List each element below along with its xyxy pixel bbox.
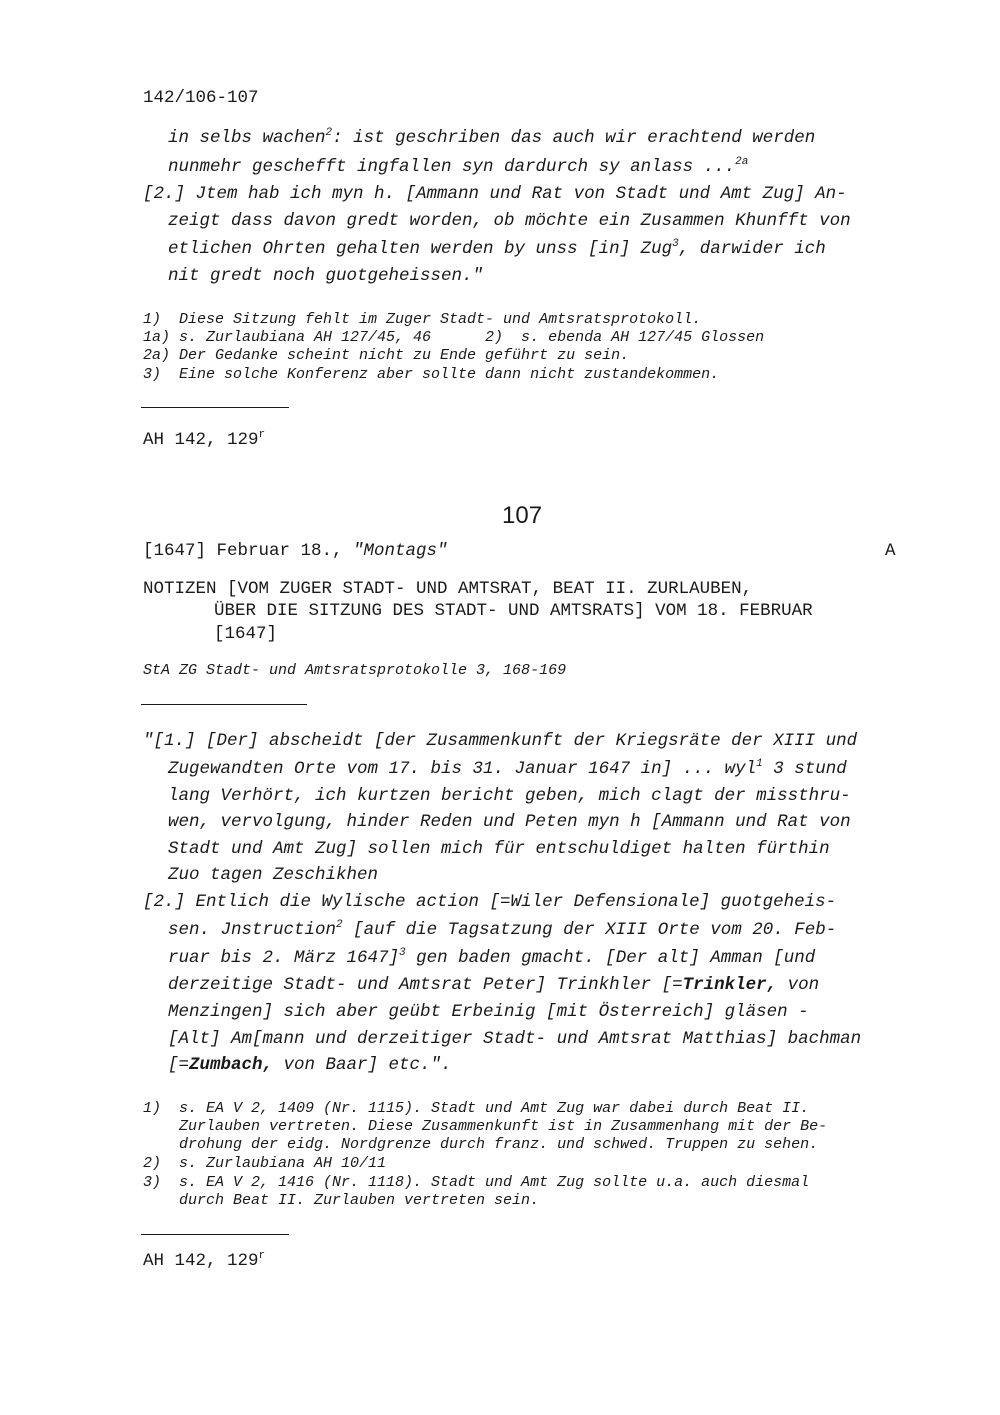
text-line: sen. Jnstruction$^2$ [auf die Tagsatzung der XIII Orte vom 20. Feb- (168, 919, 837, 940)
footnote-marker: 2a (735, 156, 749, 168)
text-line: nit gredt noch guotgeheissen." (168, 266, 484, 286)
text-line: nunmehr geschefft ingfallen syn dardurch sy anlass ...$^{2a}$ (168, 156, 749, 177)
text-line: lang Verhört, ich kurtzen bericht geben, mich clagt der missthru- (168, 786, 851, 806)
footnote: 2a) Der Gedanke scheint nicht zu Ende geführt zu sein. (143, 347, 630, 364)
footnote-marker: 2 (336, 919, 343, 931)
page-reference: 142/106-107 (143, 88, 259, 108)
footnote-marker: 1 (756, 758, 763, 770)
text-line: "[1.] [Der] abscheidt [der Zusammenkunft der Kriegsräte der XIII und (143, 731, 858, 751)
emphasized-name: Zumbach, (189, 1055, 274, 1075)
text-line: [2.] Entlich die Wylische action [=Wiler Defensionale] guotgeheis- (143, 892, 837, 912)
footnote: 1) Diese Sitzung fehlt im Zuger Stadt- und Amtsratsprotokoll. (143, 311, 702, 328)
footnote: 1) s. EA V 2, 1409 (Nr. 1115). Stadt und Amt Zug war dabei durch Beat II. (143, 1100, 810, 1117)
footnote-marker: 2 (325, 127, 333, 139)
document-type-marker: A (885, 541, 896, 561)
source-reference: StA ZG Stadt- und Amtsratsprotokolle 3, 168-169 (143, 662, 567, 679)
footnote: 3) Eine solche Konferenz aber sollte dann nicht zustandekommen. (143, 366, 720, 383)
footnote: 3) s. EA V 2, 1416 (Nr. 1118). Stadt und Amt Zug sollte u.a. auch diesmal (143, 1174, 810, 1191)
document-date: [1647] Februar 18., "Montags" (143, 541, 448, 561)
footnote: durch Beat II. Zurlauben vertreten sein. (143, 1192, 540, 1209)
document-number: 107 (502, 502, 543, 529)
text-line: derzeitige Stadt- und Amtsrat Peter] Trinkhler [=Trinkler, von (168, 975, 820, 995)
footnote-marker: 3 (672, 238, 679, 250)
text-line: in selbs wachen$^2$: ist geschriben das auch wir erachtend werden (168, 127, 816, 148)
text-line: Zugewandten Orte vom 17. bis 31. Januar 1647 in] ... wyl$^1$ 3 stund (168, 758, 847, 779)
archive-reference: AH 142, 129$^r$ (143, 1250, 266, 1271)
footnote: 1a) s. Zurlaubiana AH 127/45, 46 2) s. ebenda AH 127/45 Glossen (143, 329, 765, 346)
divider (141, 407, 289, 408)
footnote: Zurlauben vertreten. Diese Zusammenkunft ist in Zusammenhang mit der Be- (143, 1118, 828, 1135)
title-line: NOTIZEN [VOM ZUGER STADT- UND AMTSRAT, BEAT II. ZURLAUBEN, (143, 579, 753, 599)
text-line: wen, vervolgung, hinder Reden und Peten myn h [Ammann und Rat von (168, 812, 851, 832)
emphasized-name: Trinkler, (682, 975, 778, 995)
divider (141, 704, 307, 705)
text-line: Stadt und Amt Zug] sollen mich für entschuldiget halten fürthin (168, 839, 830, 859)
archive-reference: AH 142, 129$^r$ (143, 429, 266, 450)
footnote-marker: 3 (399, 947, 406, 959)
text-line: Zuo tagen Zeschikhen (168, 865, 379, 885)
text-line: ruar bis 2. März 1647]$^3$ gen baden gmacht. [Der alt] Amman [und (168, 947, 816, 968)
text-line: zeigt dass davon gredt worden, ob möchte ein Zusammen Khunfft von (168, 211, 851, 231)
footnote: drohung der eidg. Nordgrenze durch franz. und schwed. Truppen zu sehen. (143, 1136, 819, 1153)
title-line: [1647] (214, 624, 278, 644)
title-line: ÜBER DIE SITZUNG DES STADT- UND AMTSRATS] VOM 18. FEBRUAR (214, 601, 813, 621)
text-line: etlichen Ohrten gehalten werden by unss [in] Zug$^3$, darwider ich (168, 238, 826, 259)
text-line: [=Zumbach, von Baar] etc.". (168, 1055, 452, 1075)
divider (141, 1234, 289, 1235)
text-line: Menzingen] sich aber geübt Erbeinig [mit Österreich] gläsen - (168, 1002, 809, 1022)
text-line: [Alt] Am[mann und derzeitiger Stadt- und Amtsrat Matthias] bachman (168, 1029, 862, 1049)
text-line: [2.] Jtem hab ich myn h. [Ammann und Rat von Stadt und Amt Zug] An- (143, 184, 847, 204)
footnote: 2) s. Zurlaubiana AH 10/11 (143, 1155, 387, 1172)
